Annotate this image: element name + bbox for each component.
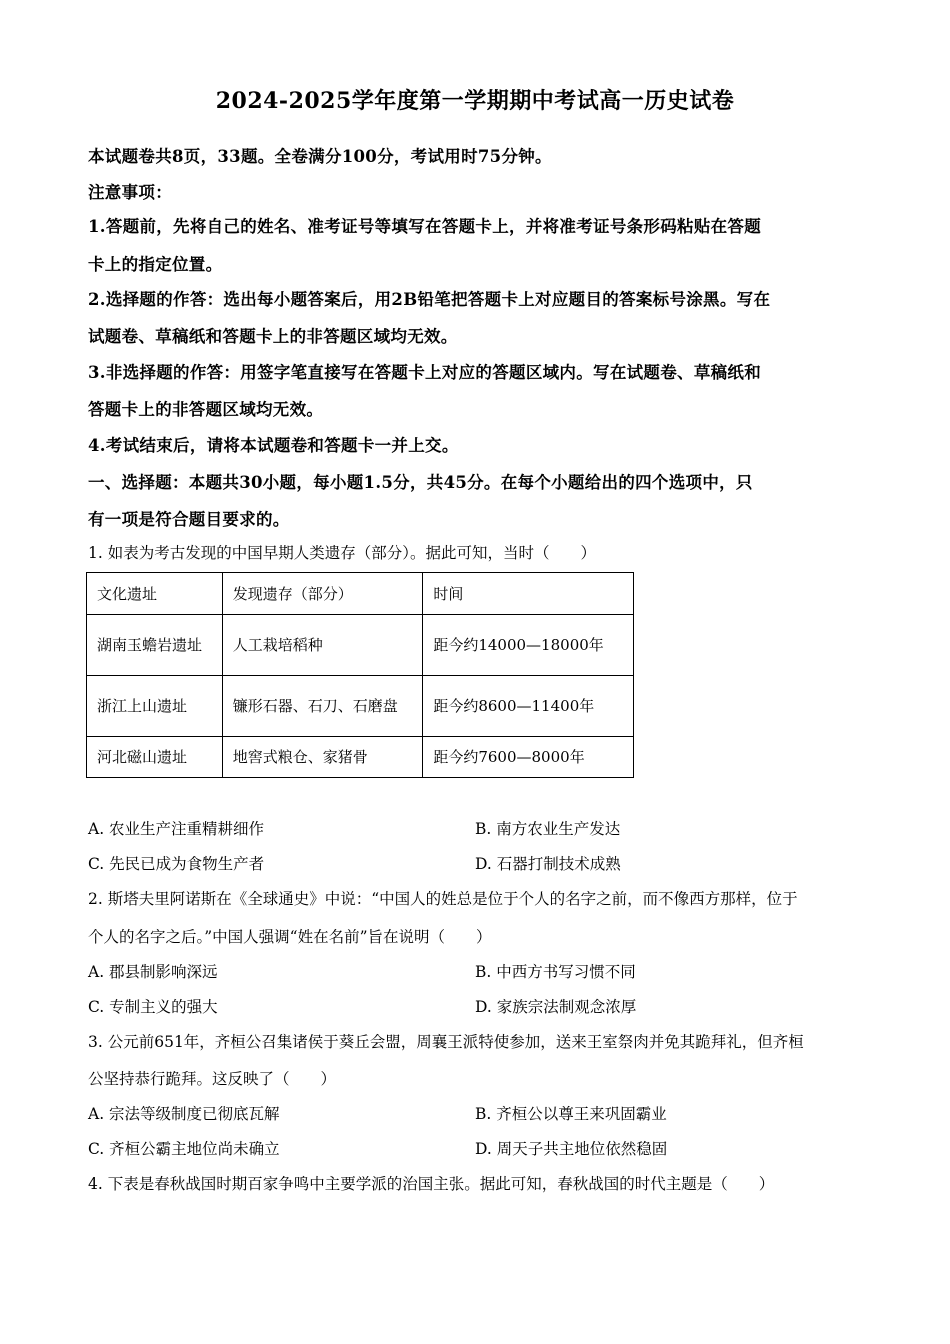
section-heading: 有一项是符合题目要求的。 xyxy=(88,510,290,529)
table-cell: 浙江上山遗址 xyxy=(87,676,223,737)
option-c: C. 先民已成为食物生产者 xyxy=(88,855,265,873)
table-cell: 距今约7600—8000年 xyxy=(423,737,634,778)
option-d: D. 周天子共主地位依然稳固 xyxy=(475,1140,668,1158)
notice-heading: 注意事项： xyxy=(88,183,172,202)
option-d: D. 石器打制技术成熟 xyxy=(475,855,621,873)
exam-title: 2024-2025学年度第一学期期中考试高一历史试卷 xyxy=(215,88,735,114)
table-header-cell: 时间 xyxy=(423,573,634,615)
option-a: A. 郡县制影响深远 xyxy=(88,963,218,981)
option-b: B. 南方农业生产发达 xyxy=(475,820,621,838)
table-cell: 湖南玉蟾岩遗址 xyxy=(87,615,223,676)
option-a: A. 宗法等级制度已彻底瓦解 xyxy=(88,1105,280,1123)
note-line: 1.答题前，先将自己的姓名、准考证号等填写在答题卡上，并将准考证号条形码粘贴在答题 xyxy=(88,217,762,236)
table-cell: 地窖式粮仓、家猪骨 xyxy=(222,737,423,778)
table-cell: 镰形石器、石刀、石磨盘 xyxy=(222,676,423,737)
question-3-stem: 3. 公元前651年，齐桓公召集诸侯于葵丘会盟，周襄王派特使参加，送来王室祭肉并免其跪拜礼，但齐桓 xyxy=(88,1033,804,1051)
question-2-stem: 2. 斯塔夫里阿诺斯在《全球通史》中说：“中国人的姓总是位于个人的名字之前，而不像西方那样，位于 xyxy=(88,890,798,908)
note-line: 4.考试结束后，请将本试题卷和答题卡一并上交。 xyxy=(88,436,459,455)
option-d: D. 家族宗法制观念浓厚 xyxy=(475,998,637,1016)
table-header-cell: 发现遗存（部分） xyxy=(222,573,423,615)
question-3-stem: 公坚持恭行跪拜。这反映了（ ） xyxy=(88,1070,337,1088)
option-b: B. 中西方书写习惯不同 xyxy=(475,963,636,981)
question-2-stem: 个人的名字之后。”中国人强调“姓在名前”旨在说明（ ） xyxy=(88,928,492,946)
question-4-stem: 4. 下表是春秋战国时期百家争鸣中主要学派的治国主张。据此可知，春秋战国的时代主题是（ ） xyxy=(88,1175,775,1193)
section-heading: 一、选择题：本题共30小题，每小题1.5分，共45分。在每个小题给出的四个选项中，只 xyxy=(88,473,753,492)
note-line: 答题卡上的非答题区域均无效。 xyxy=(88,400,324,419)
note-line: 2.选择题的作答：选出每小题答案后，用2B铅笔把答题卡上对应题目的答案标号涂黑。写在 xyxy=(88,290,771,309)
table-cell: 距今约8600—11400年 xyxy=(423,676,634,737)
table-row xyxy=(87,615,634,676)
table-cell: 人工栽培稻种 xyxy=(222,615,423,676)
note-line: 试题卷、草稿纸和答题卡上的非答题区域均无效。 xyxy=(88,327,458,346)
table-cell: 距今约14000—18000年 xyxy=(423,615,634,676)
note-line: 卡上的指定位置。 xyxy=(88,255,223,274)
option-b: B. 齐桓公以尊王来巩固霸业 xyxy=(475,1105,667,1123)
option-c: C. 专制主义的强大 xyxy=(88,998,218,1016)
note-line: 3.非选择题的作答：用签字笔直接写在答题卡上对应的答题区域内。写在试题卷、草稿纸和 xyxy=(88,363,762,382)
question-1-stem: 1. 如表为考古发现的中国早期人类遗存（部分）。据此可知，当时（ ） xyxy=(88,544,596,562)
relics-table xyxy=(86,572,634,778)
option-c: C. 齐桓公霸主地位尚未确立 xyxy=(88,1140,280,1158)
table-header-row xyxy=(87,573,634,615)
table-header-cell: 文化遗址 xyxy=(87,573,223,615)
table-cell: 河北磁山遗址 xyxy=(87,737,223,778)
option-a: A. 农业生产注重精耕细作 xyxy=(88,820,265,838)
table-row xyxy=(87,676,634,737)
exam-intro: 本试题卷共8页，33题。全卷满分100分，考试用时75分钟。 xyxy=(88,147,552,166)
table-row xyxy=(87,737,634,778)
